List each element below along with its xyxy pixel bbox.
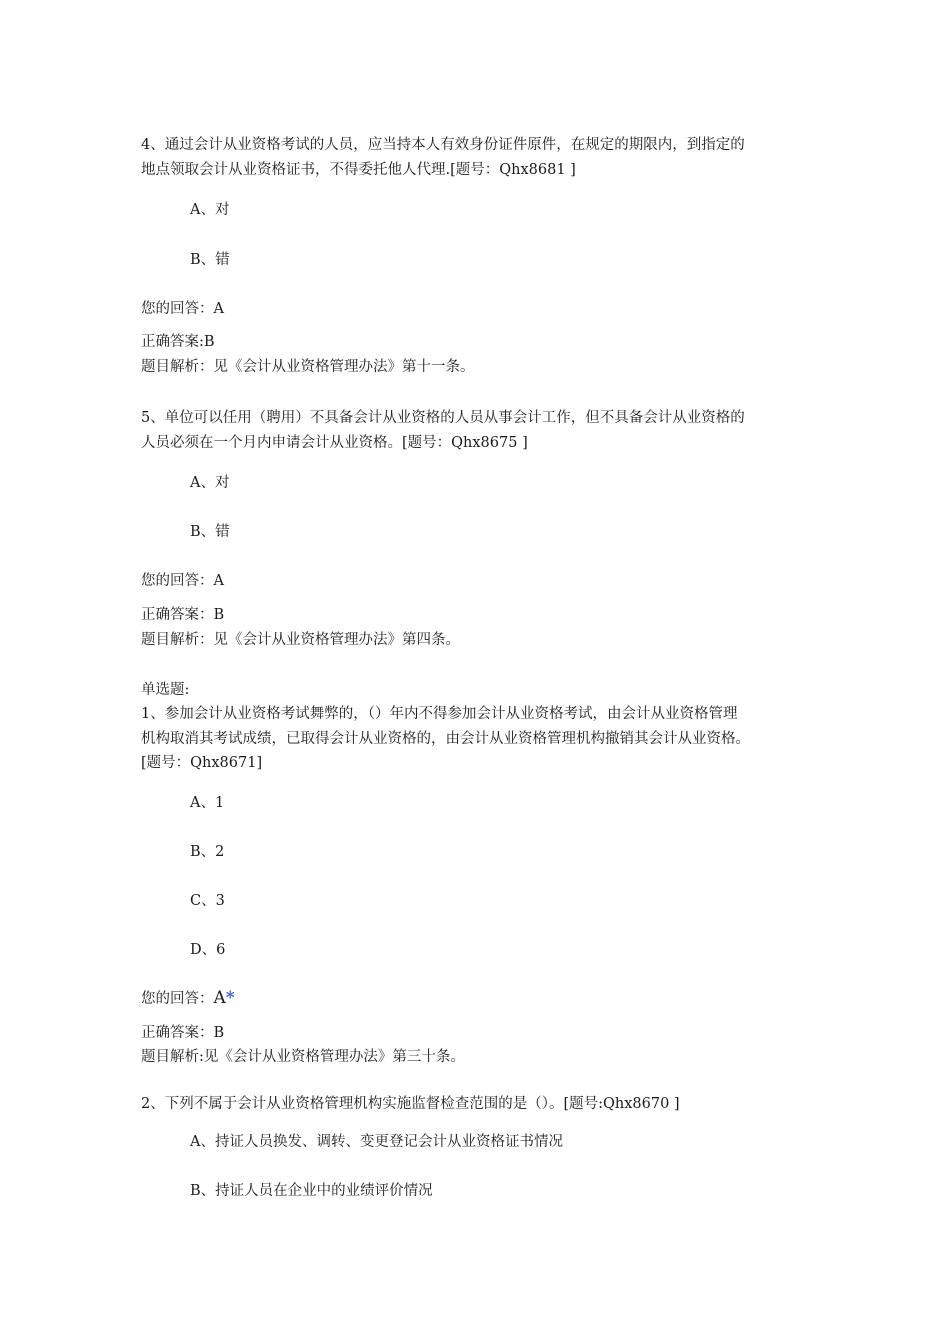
your-answer: 您的回答：A	[141, 301, 224, 317]
answer-analysis: 题目解析:见《会计从业资格管理办法》第三十条。	[141, 1049, 465, 1065]
your-answer	[141, 988, 235, 1009]
correct-answer: 正确答案：B	[141, 607, 225, 623]
option-b[interactable]: B、错	[190, 252, 230, 268]
option-b[interactable]: B、持证人员在企业中的业绩评价情况	[190, 1183, 433, 1199]
answer-analysis: 题目解析：见《会计从业资格管理办法》第四条。	[141, 632, 460, 648]
option-a[interactable]: A、对	[190, 475, 230, 491]
question-text: 机构取消其考试成绩，已取得会计从业资格的，由会计从业资格管理机构撤销其会计从业资格。	[141, 731, 750, 747]
option-a[interactable]: A、持证人员换发、调转、变更登记会计从业资格证书情况	[190, 1134, 563, 1150]
wrong-answer-mark: *	[225, 988, 235, 1008]
correct-answer: 正确答案：B	[141, 1025, 225, 1041]
your-answer-value: A	[213, 988, 226, 1008]
question-text: [题号：Qhx8671]	[141, 755, 263, 771]
question-text: 2、下列不属于会计从业资格管理机构实施监督检查范围的是（）。[题号:Qhx8670 ]	[141, 1096, 680, 1112]
option-c[interactable]: C、3	[190, 893, 225, 909]
question-text: 1、参加会计从业资格考试舞弊的，（）年内不得参加会计从业资格考试，由会计从业资格管理	[141, 706, 738, 722]
question-text: 5、单位可以任用（聘用）不具备会计从业资格的人员从事会计工作，但不具备会计从业资格的	[141, 410, 745, 426]
option-d[interactable]: D、6	[190, 942, 226, 958]
answer-analysis: 题目解析：见《会计从业资格管理办法》第十一条。	[141, 359, 475, 375]
correct-answer: 正确答案:B	[141, 334, 215, 350]
option-b[interactable]: B、错	[190, 524, 230, 540]
question-text: 地点领取会计从业资格证书，不得委托他人代理.[题号：Qhx8681 ]	[141, 162, 576, 178]
your-answer: 您的回答：A	[141, 573, 224, 589]
option-a[interactable]: A、对	[190, 202, 230, 218]
option-a[interactable]: A、1	[190, 795, 225, 811]
question-text: 4、通过会计从业资格考试的人员，应当持本人有效身份证件原件，在规定的期限内，到指定的	[141, 137, 745, 153]
your-answer-label: 您的回答：	[141, 991, 214, 1007]
section-heading: 单选题:	[141, 682, 190, 698]
option-b[interactable]: B、2	[190, 844, 225, 860]
question-text: 人员必须在一个月内申请会计从业资格。[题号：Qhx8675 ]	[141, 435, 528, 451]
